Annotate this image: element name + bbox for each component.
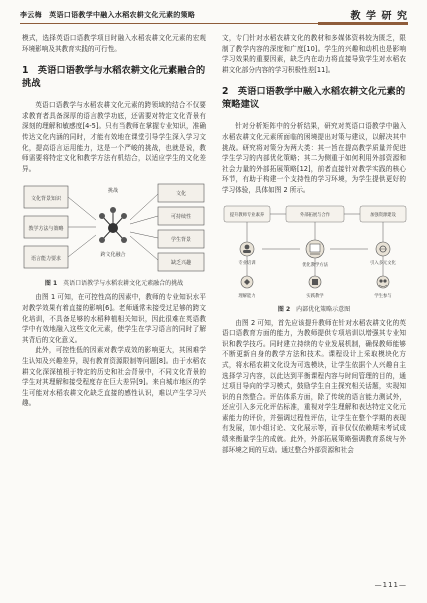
section-heading-1: 1 英语口语教学与水稻农耕文化元素融合的挑战 <box>22 65 206 90</box>
svg-text:语言能力要求: 语言能力要求 <box>30 256 62 263</box>
fig2-node <box>238 242 255 266</box>
svg-text:文化: 文化 <box>175 191 187 198</box>
paragraph: 模式，选择英语口语教学项目时融入水稻农耕文化元素的宏观环境影响及其教育实践的可行性。 <box>22 34 206 53</box>
fig1-right-box <box>158 207 204 225</box>
fig1-right-box <box>158 230 204 248</box>
paragraph: 由图 1 可知，在可控性高的因素中，教师的专业知识水平对教学效果有着直接的影响[6]。老师通常未接受过足够的跨文化培训，不具备足够的水稻种植相关知识，因此很难在英语教学中有效地融入这些文化元素，使学生在学习语言的同时了解其背后的文化意义。 <box>22 293 206 344</box>
fig2-node <box>374 276 391 299</box>
fig2-node <box>302 240 328 268</box>
caption-number: 图 2 <box>277 305 291 313</box>
svg-text:教学方法与策略: 教学方法与策略 <box>28 226 64 233</box>
svg-text:实践教学: 实践教学 <box>306 293 324 299</box>
caption-text: 内部优化策略示意图 <box>296 305 351 313</box>
figure-1-diagram <box>22 180 206 276</box>
svg-text:跨文化融合: 跨文化融合 <box>100 252 126 259</box>
figure-1 <box>22 180 206 276</box>
svg-text:理解能力: 理解能力 <box>238 293 256 299</box>
svg-text:引入多元文化: 引入多元文化 <box>370 260 396 266</box>
svg-text:提升教师专业素养: 提升教师专业素养 <box>229 212 265 218</box>
svg-text:优化教学方法: 优化教学方法 <box>302 262 328 268</box>
svg-text:可持续性: 可持续性 <box>170 214 192 221</box>
right-column <box>222 33 406 455</box>
fig1-left-box <box>24 216 68 238</box>
svg-text:挑战: 挑战 <box>107 188 119 195</box>
paragraph: 此外，可控性低的因素对教学成效的影响更大，其困难学生认知及兴趣差异，现有教育资源限制等问题[8]。由于水稻农耕文化深深植根于特定的历史和社会背景中，不同文化背景的学生对其理解和接受程度存在巨大差异[9]。来自城市地区的学生可能对水稻农耕文化缺乏直接的感性认识，难以产生学习兴趣。 <box>22 346 206 408</box>
svg-text:缺乏兴趣: 缺乏兴趣 <box>170 260 192 267</box>
header-accent-bar <box>318 22 408 25</box>
fig1-left-box <box>24 246 68 268</box>
running-title: 李云梅 英语口语教学中融入水稻农耕文化元素的策略 <box>20 11 196 19</box>
paragraph: 文，专门针对水稻农耕文化的教材和多媒体资料较为匮乏，限制了教学内容的深度和广度[10]。学生的兴趣和动机也是影响学习效果的重要因素，缺乏内在动力将直接导致学生对水稻农耕文化部分内容的学习积极性差[11]。 <box>222 34 406 74</box>
header-rule <box>20 23 318 24</box>
paragraph: 英语口语教学与水稻农耕文化元素的跨领域的结合不仅要求教育者具备深厚的语言教学功底，还需要对特定文化背景有深刻的理解和敏感度[4-5]。只有当教师在掌握专业知识，准确传达文化内涵的同时，才能有效地在课堂引导学生深入学习文化，提高语言运用能力，这是一个严峻的挑战，也就是说，教师需要将特定文化和教学方法有机结合，以适应学生的文化差异。 <box>22 101 206 173</box>
figure-2-caption <box>222 305 406 314</box>
page-header <box>0 0 427 26</box>
fig2-node <box>286 206 344 222</box>
svg-text:学生背景: 学生背景 <box>170 237 192 244</box>
section-heading-2: 2 英语口语教学中融入水稻农耕文化元素的策略建议 <box>222 86 406 111</box>
svg-text:专业培训: 专业培训 <box>238 260 256 266</box>
fig1-right-box <box>158 253 204 271</box>
svg-text:学生参与: 学生参与 <box>374 293 392 299</box>
svg-text:加强资源建设: 加强资源建设 <box>370 212 396 218</box>
fig1-right-box <box>158 184 204 202</box>
fig2-node <box>370 242 396 266</box>
figure-1-caption <box>22 279 206 288</box>
left-column <box>22 33 206 409</box>
fig1-left-box <box>24 186 68 208</box>
paragraph: 针对分析矩阵中的分析结果，研究对英语口语教学中融入水稻农耕文化元素所面临的困境提出对策与建议，以解决其中挑战。研究将对策分为两大类：其一旨在提高教学质量并促进学生学习的内部优化策略；其二为侧重于如何利用外部资源和社会力量的外部拓展策略[12]，前者直接针对教学实践的核心环节，有助于构建一个支持性的学习环境，为学生提供更好的学习体验，具体如图 2 所示。 <box>222 122 406 194</box>
caption-text: 英语口语教学与水稻农耕文化元素融合的挑战 <box>63 280 184 288</box>
section-label: 教 学 研 究 <box>350 11 408 22</box>
paragraph: 由图 2 可知，首先应该提升教师在针对水稻农耕文化的英语口语教育方面的能力，为教师提供专项培训以增强其专业知识和教学技巧。同时建立持续的专业发展机制，确保教师能够不断更新自身的教学方法和技术。课程设计上采取模块化方式，将水稻农耕文化设为可选模块，让学生依据个人兴趣自主选择学习内容，以此达到平衡课程内容与时间管理的目的，通过项目导向的学习模式，鼓励学生自主探究相关话题，实现知识的自然整合。评估体系方面，除了传统的语言能力测试外，还应引入多元化评估标准，重视对学生理解和表达特定文化元素能力的评价，并强调过程性评估，让学生在整个学期的表现有发展，加小组讨论、文化展示等，而非仅仅依赖期末考试成绩来衡量学生的成就。此外，外部拓展策略强调教育系统与外部环境之间的互动。通过整合外部资源和社会 <box>222 318 406 454</box>
fig2-node <box>306 276 324 299</box>
page-number: —111— <box>374 581 407 589</box>
fig2-node <box>360 206 406 222</box>
fig1-center-cluster <box>68 187 158 260</box>
caption-number: 图 1 <box>44 280 58 288</box>
svg-text:文化背景知识: 文化背景知识 <box>30 196 62 203</box>
svg-text:外部拓展与合作: 外部拓展与合作 <box>299 212 331 218</box>
figure-2 <box>222 202 408 302</box>
fig2-node <box>238 276 255 299</box>
figure-2-diagram <box>222 202 408 302</box>
fig2-node <box>224 206 270 222</box>
